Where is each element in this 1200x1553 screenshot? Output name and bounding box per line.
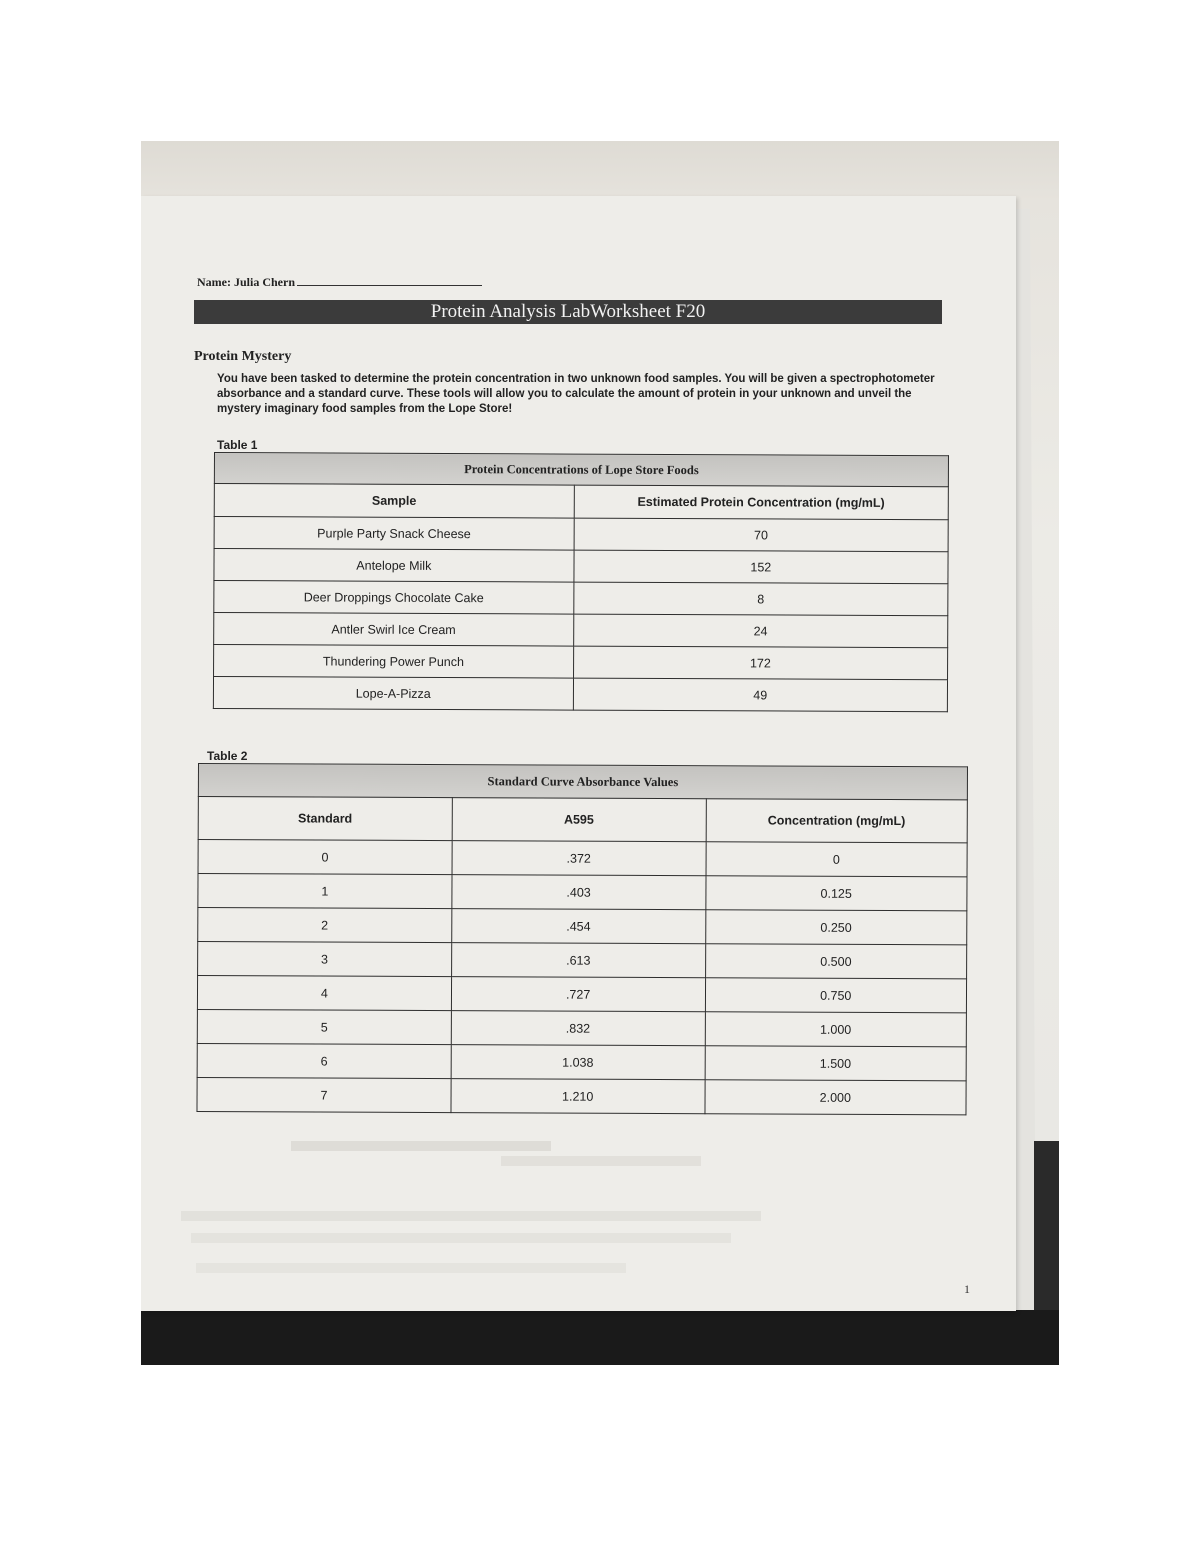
standard-cell: 1 [198,874,452,909]
concentration-cell: 0.125 [705,876,967,911]
a595-cell: 1.210 [451,1079,705,1114]
table-row [214,613,948,648]
table-row [214,645,948,680]
standard-cell: 2 [198,908,452,943]
table-row [213,677,947,712]
concentration-cell: 1.500 [705,1046,967,1081]
bleed-through-mark [196,1263,626,1273]
table-row [198,908,967,945]
table-row [198,874,967,911]
table-row [214,517,948,552]
standard-cell: 7 [197,1077,451,1112]
concentration-cell: 0.750 [705,978,967,1013]
concentration-cell: 1.000 [705,1012,967,1047]
a595-cell: .832 [451,1011,705,1046]
standard-cell: 0 [198,840,452,875]
sample-cell: Lope-A-Pizza [213,677,573,711]
table-row [198,840,967,877]
bleed-through-mark [501,1156,701,1166]
table-row [198,942,967,979]
standard-cell: 5 [197,1009,451,1044]
sample-cell: Antler Swirl Ice Cream [214,613,574,647]
concentration-cell: 0 [706,842,968,877]
standard-cell: 4 [197,976,451,1011]
concentration-cell: 0.250 [705,910,967,945]
bleed-through-mark [181,1211,761,1221]
table-row [214,581,948,616]
a595-cell: .454 [451,909,705,944]
worksheet-photo [141,141,1059,1365]
a595-cell: .403 [452,875,706,910]
table-row [197,976,966,1013]
bleed-through-mark [191,1233,731,1243]
name-value: Julia Chern [233,275,295,289]
protein-concentrations-table [213,452,949,712]
table1-caption: Protein Concentrations of Lope Store Foods [214,453,948,487]
sample-cell: Purple Party Snack Cheese [214,517,574,551]
concentration-cell: 152 [574,550,948,584]
table2-header-concentration: Concentration (mg/mL) [706,799,968,843]
sample-cell: Deer Droppings Chocolate Cake [214,581,574,615]
page-number: 1 [964,1282,970,1296]
table1-label: Table 1 [217,438,258,452]
concentration-cell: 24 [573,614,947,648]
bleed-through-mark [291,1141,551,1151]
worksheet-title: Protein Analysis LabWorksheet F20 [194,300,942,324]
sample-cell: Thundering Power Punch [214,645,574,679]
concentration-cell: 70 [574,518,948,552]
intro-paragraph: You have been tasked to determine the protein concentration in two unknown food samples. You will be given a spectrophotometer absorbance and a standard curve. These tools will allow you to calculate the amount of protein in your unknown and unveil the mystery imaginary food samples from the Lope Store! [217,373,935,415]
section-title: Protein Mystery [194,349,292,364]
standard-cell: 6 [197,1043,451,1078]
a595-cell: .372 [452,841,706,876]
table1-header-concentration: Estimated Protein Concentration (mg/mL) [574,485,948,520]
standard-curve-table [196,763,968,1115]
concentration-cell: 0.500 [705,944,967,979]
table2-header-a595: A595 [452,798,706,842]
table-row [197,1043,966,1080]
desk-surface [141,1310,1059,1365]
table-row [197,1009,966,1046]
table2-caption: Standard Curve Absorbance Values [198,764,967,800]
name-label: Name: [197,275,231,289]
table2-header-standard: Standard [198,797,452,841]
name-line [197,275,482,290]
worksheet-page [141,196,1016,1311]
concentration-cell: 2.000 [705,1080,967,1115]
a595-cell: .613 [451,943,705,978]
name-underline [297,285,482,286]
concentration-cell: 49 [573,678,947,712]
concentration-cell: 8 [573,582,947,616]
table-row [197,1077,966,1114]
concentration-cell: 172 [573,646,947,680]
a595-cell: 1.038 [451,1045,705,1080]
table-row [214,549,948,584]
sample-cell: Antelope Milk [214,549,574,583]
table1-header-sample: Sample [214,484,574,519]
table2-label: Table 2 [207,749,248,763]
a595-cell: .727 [451,977,705,1012]
standard-cell: 3 [198,942,452,977]
